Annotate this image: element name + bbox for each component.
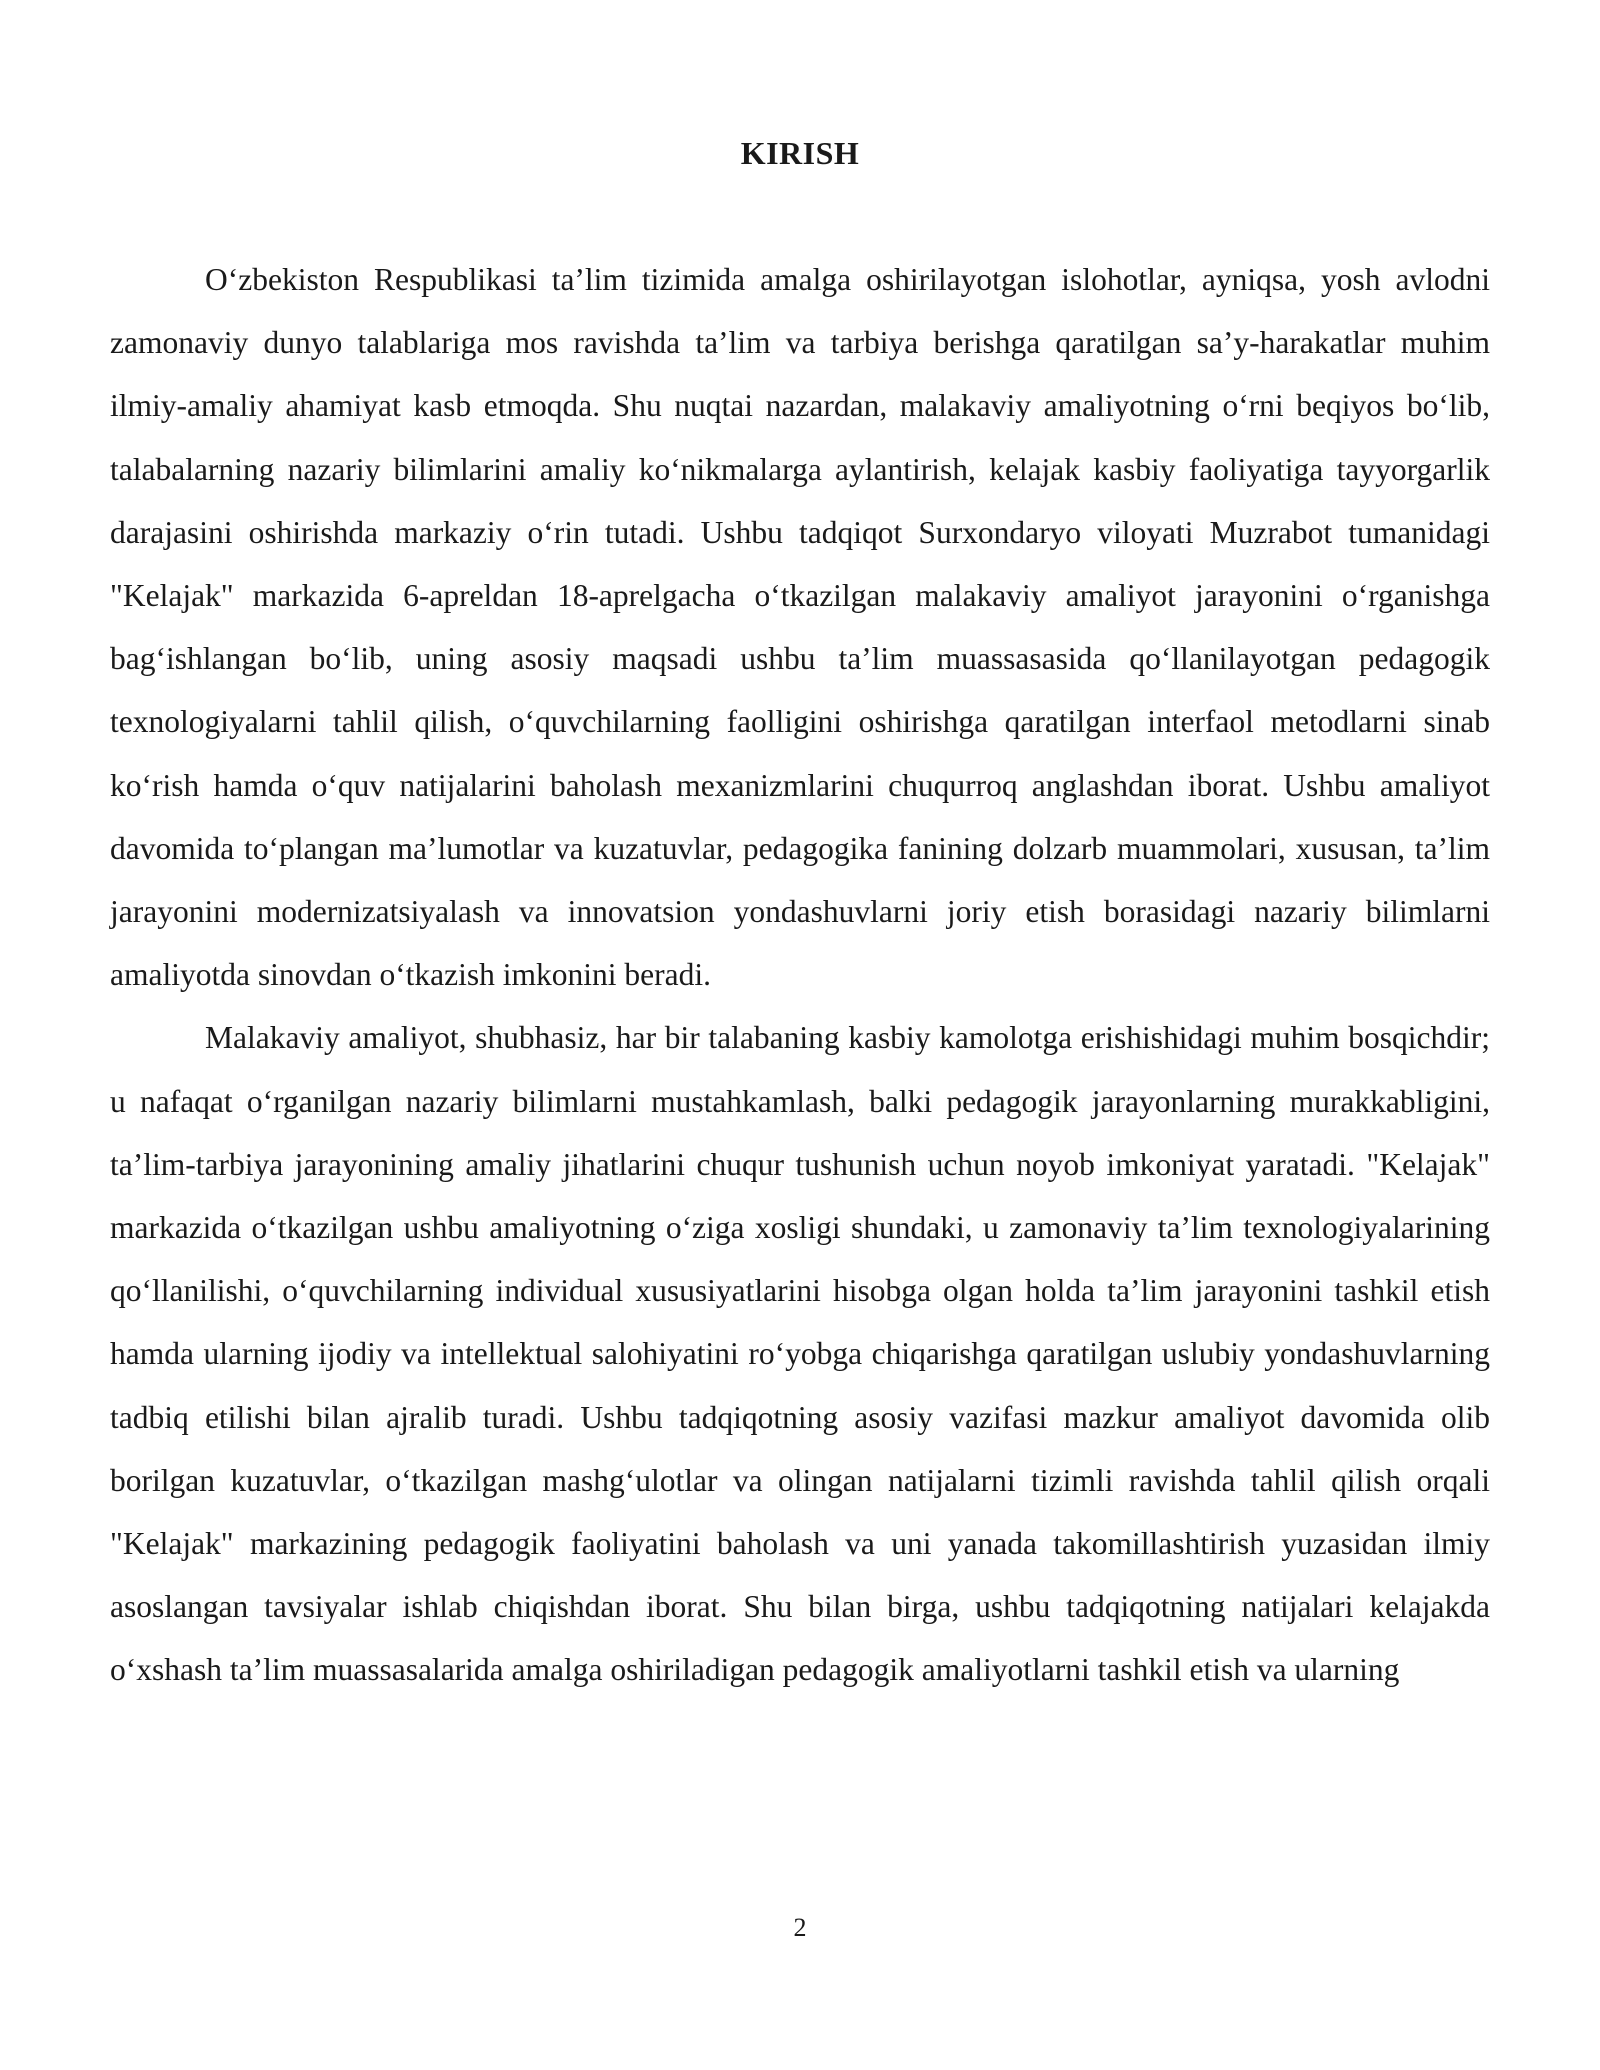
- section-title: KIRISH: [740, 135, 860, 172]
- paragraph-intro: O‘zbekiston Respublikasi ta’lim tizimida amalga oshirilayotgan islohotlar, ayniqsa, yosh avlodni zamonaviy dunyo talablariga mos ravishda ta’lim va tarbiya berishga qaratilgan sa’y-harakatlar muhim ilmiy-amaliy ahamiyat kasb etmoqda. Shu nuqtai nazardan, malakaviy amaliyotning o‘rni beqiyos bo‘lib, talabalarning nazariy bilimlarini amaliy ko‘nikmalarga aylantirish, kelajak kasbiy faoliyatiga tayyorgarlik darajasini oshirishda markaziy o‘rin tutadi. Ushbu tadqiqot Surxondaryo viloyati Muzrabot tumanidagi "Kelajak" markazida 6-apreldan 18-aprelgacha o‘tkazilgan malakaviy amaliyot jarayonini o‘rganishga bag‘ishlangan bo‘lib, uning asosiy maqsadi ushbu ta’lim muassasasida qo‘llanilayotgan pedagogik texnologiyalarni tahlil qilish, o‘quvchilarning faolligini oshirishga qaratilgan interfaol metodlarni sinab ko‘rish hamda o‘quv natijalarini baholash mexanizmlarini chuqurroq anglashdan iborat. Ushbu amaliyot davomida to‘plangan ma’lumotlar va kuzatuvlar, pedagogika fanining dolzarb muammolari, xususan, ta’lim jarayonini modernizatsiyalash va innovatsion yondashuvlarni joriy etish borasidagi nazariy bilimlarni amaliyotda sinovdan o‘tkazish imkonini beradi.: [110, 262, 1490, 993]
- paragraph-practice: Malakaviy amaliyot, shubhasiz, har bir talabaning kasbiy kamolotga erishishidagi muhim bosqichdir; u nafaqat o‘rganilgan nazariy bilimlarni mustahkamlash, balki pedagogik jarayonlarning murakkabligini, ta’lim-tarbiya jarayonining amaliy jihatlarini chuqur tushunish uchun noyob imkoniyat yaratadi. "Kelajak" markazida o‘tkazilgan ushbu amaliyotning o‘ziga xosligi shundaki, u zamonaviy ta’lim texnologiyalarining qo‘llanilishi, o‘quvchilarning individual xususiyatlarini hisobga olgan holda ta’lim jarayonini tashkil etish hamda ularning ijodiy va intellektual salohiyatini ro‘yobga chiqarishga qaratilgan uslubiy yondashuvlarning tadbiq etilishi bilan ajralib turadi. Ushbu tadqiqotning asosiy vazifasi mazkur amaliyot davomida olib borilgan kuzatuvlar, o‘tkazilgan mashg‘ulotlar va olingan natijalarni tizimli ravishda tahlil qilish orqali "Kelajak" markazining pedagogik faoliyatini baholash va uni yanada takomillashtirish yuzasidan ilmiy asoslangan tavsiyalar ishlab chiqishdan iborat. Shu bilan birga, ushbu tadqiqotning natijalari kelajakda o‘xshash ta’lim muassasalarida amalga oshiriladigan pedagogik amaliyotlarni tashkil etish va ularning: [110, 1020, 1490, 1688]
- body-text: [110, 248, 1490, 1702]
- page-number: 2: [793, 1913, 807, 1942]
